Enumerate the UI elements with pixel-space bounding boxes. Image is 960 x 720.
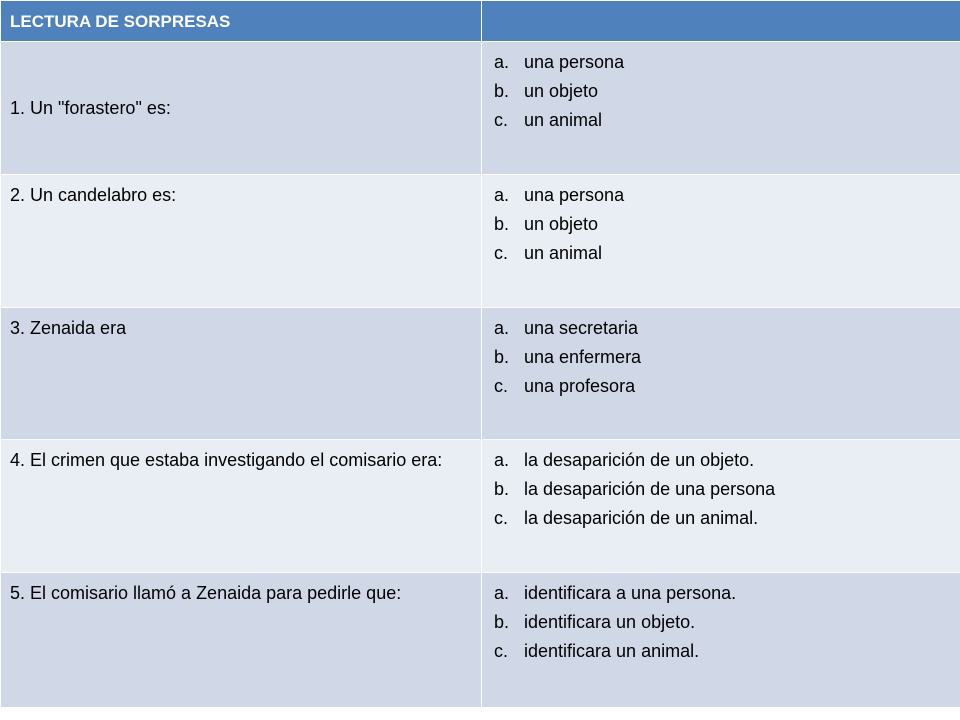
option-item xyxy=(494,372,952,401)
option-text: un animal xyxy=(524,110,603,130)
options-list xyxy=(482,573,960,666)
option-item xyxy=(494,504,952,533)
question-text: 5. El comisario llamó a Zenaida para pedirle que: xyxy=(10,583,402,603)
answer-cell xyxy=(482,308,960,440)
option-text: identificara un objeto. xyxy=(524,612,696,632)
option-text: la desaparición de una persona xyxy=(524,479,776,499)
question-text: 2. Un candelabro es: xyxy=(10,185,177,205)
option-text: una secretaria xyxy=(524,318,639,338)
table-row xyxy=(1,440,960,573)
option-item xyxy=(494,210,952,239)
options-list xyxy=(482,308,960,401)
option-letter: b. xyxy=(494,347,510,367)
option-item xyxy=(494,343,952,372)
options-list xyxy=(482,42,960,135)
answer-cell xyxy=(482,573,960,708)
option-text: identificara a una persona. xyxy=(524,583,737,603)
question-text: 3. Zenaida era xyxy=(10,318,127,338)
option-text: un animal xyxy=(524,243,603,263)
option-text: la desaparición de un animal. xyxy=(524,508,759,528)
table-row xyxy=(1,308,960,440)
question-cell xyxy=(1,573,482,708)
table-row xyxy=(1,42,960,175)
answer-cell xyxy=(482,42,960,175)
option-letter: a. xyxy=(494,52,510,72)
header-empty-cell xyxy=(482,1,960,42)
header-right-text xyxy=(482,12,491,31)
table-title: LECTURA DE SORPRESAS xyxy=(10,11,231,31)
option-item xyxy=(494,77,952,106)
option-text: una profesora xyxy=(524,376,636,396)
option-letter: b. xyxy=(494,612,510,632)
option-letter: a. xyxy=(494,583,510,603)
options-list xyxy=(482,175,960,268)
answer-cell xyxy=(482,440,960,573)
option-letter: a. xyxy=(494,185,510,205)
answer-cell xyxy=(482,175,960,308)
option-letter: c. xyxy=(494,243,509,263)
option-item xyxy=(494,608,952,637)
question-cell xyxy=(1,308,482,440)
option-text: una enfermera xyxy=(524,347,642,367)
option-letter: c. xyxy=(494,110,509,130)
option-item xyxy=(494,637,952,666)
option-text: un objeto xyxy=(524,81,599,101)
option-letter: b. xyxy=(494,81,510,101)
option-item xyxy=(494,181,952,210)
option-text: identificara un animal. xyxy=(524,641,700,661)
question-text: 1. Un "forastero" es: xyxy=(10,97,171,118)
option-letter: a. xyxy=(494,318,510,338)
option-item xyxy=(494,314,952,343)
option-text: la desaparición de un objeto. xyxy=(524,450,755,470)
question-cell xyxy=(1,440,482,573)
option-letter: c. xyxy=(494,641,509,661)
option-text: un objeto xyxy=(524,214,599,234)
question-cell xyxy=(1,175,482,308)
option-text: una persona xyxy=(524,185,625,205)
option-item xyxy=(494,48,952,77)
header-title-cell xyxy=(1,1,482,42)
option-item xyxy=(494,239,952,268)
table-row xyxy=(1,175,960,308)
option-item xyxy=(494,475,952,504)
option-item xyxy=(494,106,952,135)
option-letter: a. xyxy=(494,450,510,470)
option-letter: c. xyxy=(494,376,509,396)
option-letter: b. xyxy=(494,214,510,234)
question-text: 4. El crimen que estaba investigando el comisario era: xyxy=(10,450,443,470)
option-text: una persona xyxy=(524,52,625,72)
options-list xyxy=(482,440,960,533)
table-header-row xyxy=(1,1,960,42)
question-cell xyxy=(1,42,482,175)
option-item xyxy=(494,446,952,475)
table-row xyxy=(1,573,960,708)
option-letter: b. xyxy=(494,479,510,499)
option-item xyxy=(494,579,952,608)
option-letter: c. xyxy=(494,508,509,528)
